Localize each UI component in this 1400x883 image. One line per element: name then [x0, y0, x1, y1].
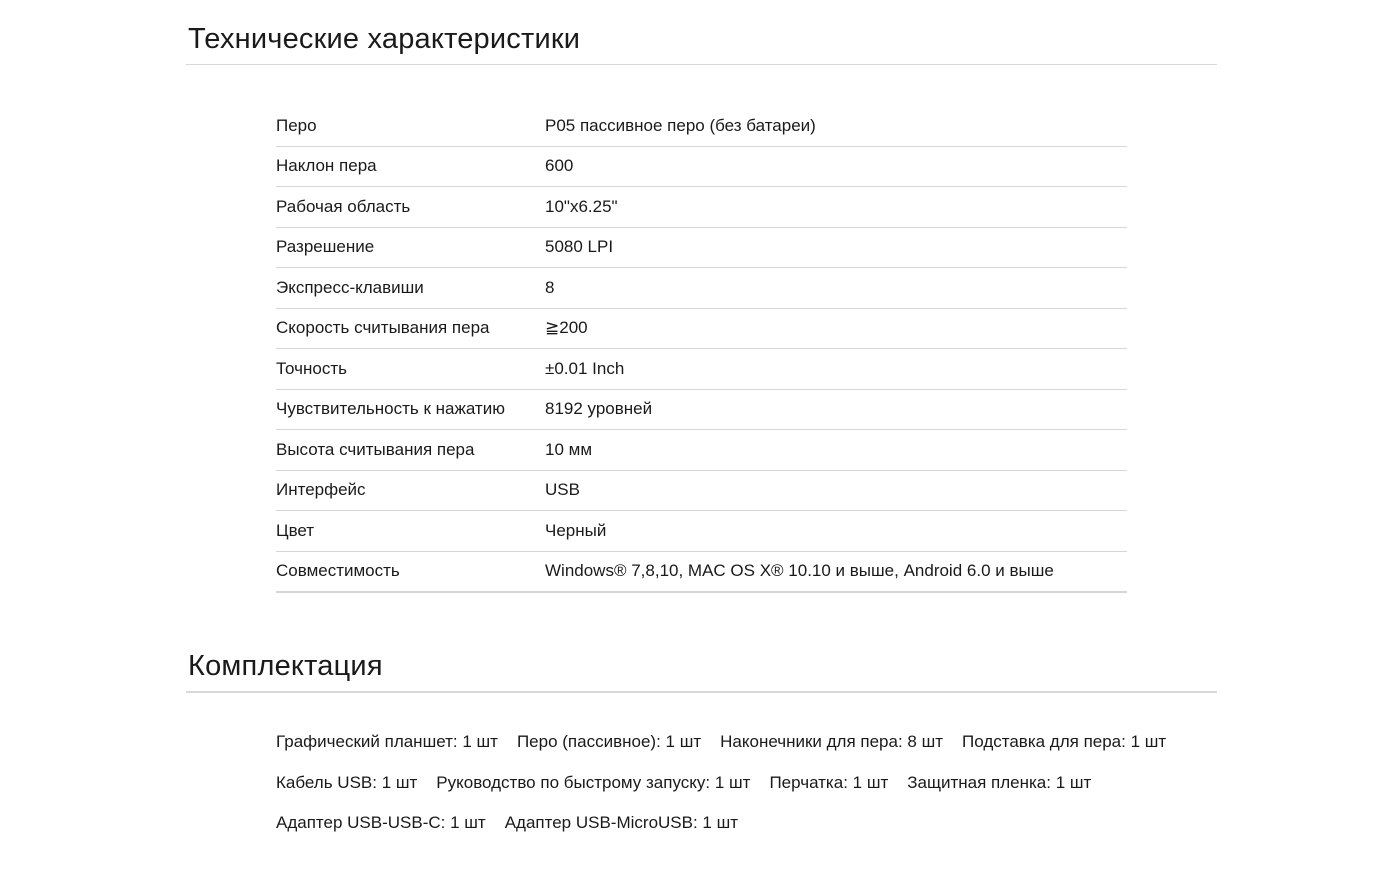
spec-value: 8192 уровней	[545, 389, 1127, 430]
spec-row	[276, 511, 1127, 552]
spec-value: ±0.01 Inch	[545, 349, 1127, 390]
spec-row	[276, 187, 1127, 228]
kit-item: Графический планшет: 1 шт	[276, 732, 498, 751]
spec-label: Совместимость	[276, 551, 545, 592]
spec-value: 10 мм	[545, 430, 1127, 471]
specs-heading: Технические характеристики	[186, 20, 1217, 65]
spec-value: Windows® 7,8,10, MAC OS X® 10.10 и выше, Android 6.0 и выше	[545, 551, 1127, 592]
kit-line	[276, 763, 1276, 804]
spec-label: Точность	[276, 349, 545, 390]
kit-item: Руководство по быстрому запуску: 1 шт	[436, 772, 751, 792]
spec-label: Наклон пера	[276, 146, 545, 187]
spec-row	[276, 308, 1127, 349]
spec-label: Цвет	[276, 511, 545, 552]
kit-list	[276, 722, 1276, 844]
kit-item: Защитная пленка: 1 шт	[907, 772, 1092, 792]
spec-row	[276, 106, 1127, 146]
spec-value: 600	[545, 146, 1127, 187]
specs-table-body	[276, 106, 1127, 592]
spec-label: Чувствительность к нажатию	[276, 389, 545, 430]
spec-value: 10"x6.25"	[545, 187, 1127, 228]
spec-row	[276, 227, 1127, 268]
spec-row	[276, 146, 1127, 187]
spec-row	[276, 551, 1127, 592]
spec-value: USB	[545, 470, 1127, 511]
spec-label: Скорость считывания пера	[276, 308, 545, 349]
spec-label: Высота считывания пера	[276, 430, 545, 471]
kit-line	[276, 722, 1276, 763]
spec-row	[276, 430, 1127, 471]
spec-value: 8	[545, 268, 1127, 309]
kit-item: Перчатка: 1 шт	[769, 772, 889, 792]
kit-item: Подставка для пера: 1 шт	[962, 732, 1167, 751]
kit-item: Адаптер USB-MicroUSB: 1 шт	[504, 813, 739, 832]
spec-label: Экспресс-клавиши	[276, 268, 545, 309]
spec-value: 5080 LPI	[545, 227, 1127, 268]
kit-item: Кабель USB: 1 шт	[276, 772, 418, 792]
spec-row	[276, 470, 1127, 511]
kit-item: Перо (пассивное): 1 шт	[516, 732, 702, 751]
spec-value: P05 пассивное перо (без батареи)	[545, 106, 1127, 146]
spec-label: Интерфейс	[276, 470, 545, 511]
spec-label: Рабочая область	[276, 187, 545, 228]
spec-value: Черный	[545, 511, 1127, 552]
spec-value: ≧200	[545, 308, 1127, 349]
kit-item: Адаптер USB-USB-C: 1 шт	[276, 813, 486, 832]
spec-label: Перо	[276, 106, 545, 146]
kit-heading: Комплектация	[186, 647, 1217, 693]
kit-line	[276, 803, 1276, 844]
kit-item: Наконечники для пера: 8 шт	[720, 732, 944, 751]
spec-row	[276, 349, 1127, 390]
specs-table	[276, 106, 1127, 593]
spec-label: Разрешение	[276, 227, 545, 268]
spec-row	[276, 268, 1127, 309]
spec-row	[276, 389, 1127, 430]
